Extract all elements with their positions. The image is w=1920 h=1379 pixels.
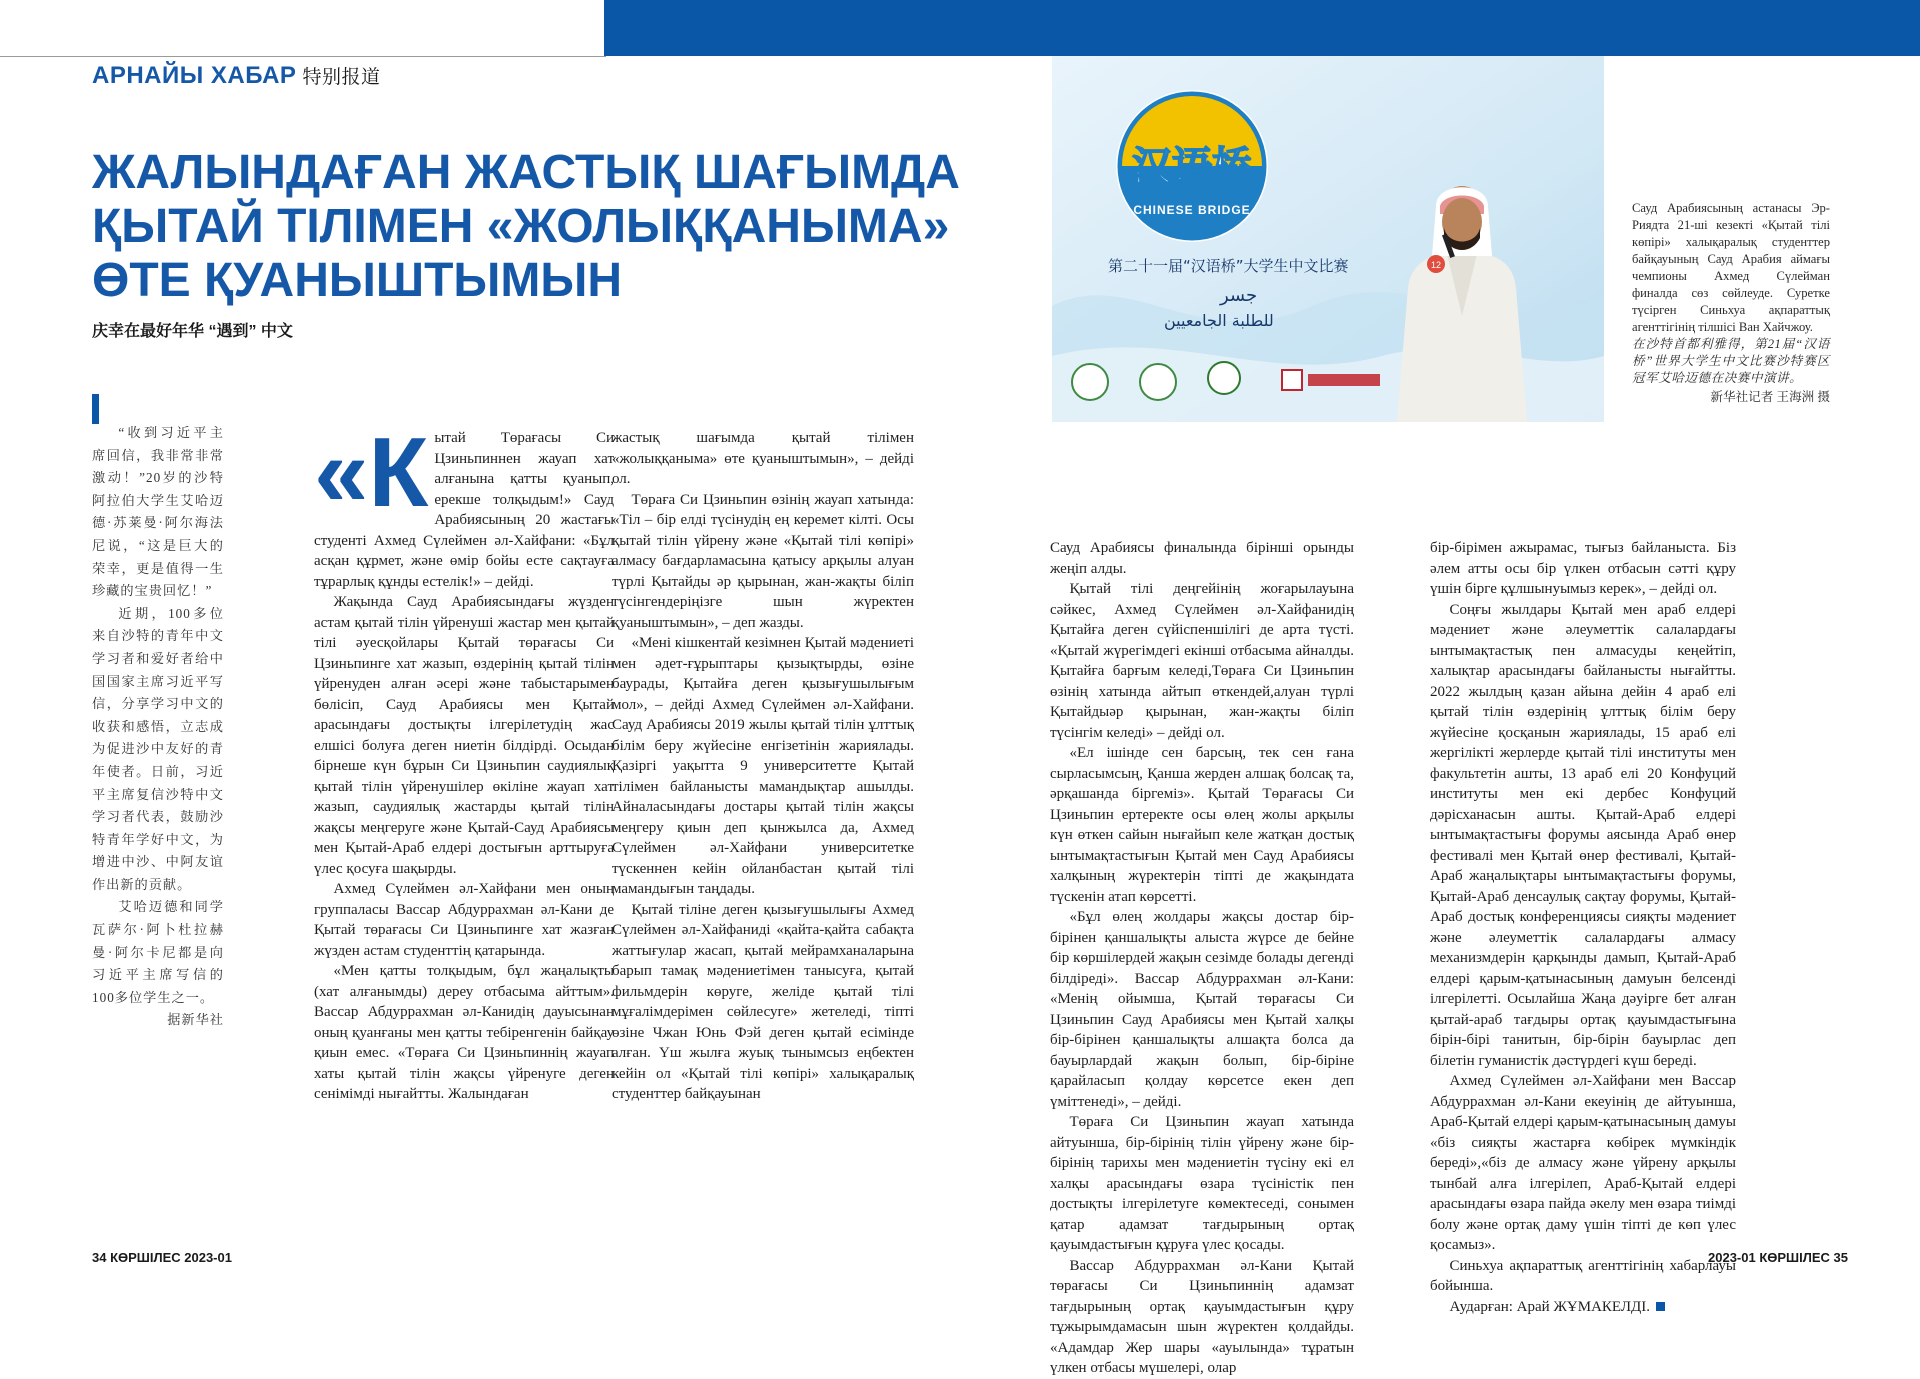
body-paragraph: жастық шағымда қытай тілімен «жолыққаныма» өте қуаныштымын», – дейді ол. (612, 430, 914, 487)
body-paragraph: Қытай тіліне деген қызығушылығы Ахмед Сүлеймен әл-Хайфаниді «қайта-қайта сабақта жаттығулар жасап, қытай мейрамханаларына барып тамақ мәдениетімен танысуға, қытай фильмдерін көруге, желіде қытай тілі мұғалімдерімен сөйлесуге» жетеледі, тіпті өзіне Чжан Юнь Фэй деген қытай есімінде алған. Үш жылға жуық тынымсыз еңбектен кейін ол «Қытай тілі көпірі» халықаралық студенттер байқауынан (612, 901, 914, 1102)
translator-line (1430, 1297, 1736, 1318)
sidebar-paragraph: “收到习近平主席回信，我非常非常激动！”20岁的沙特阿拉伯大学生艾哈迈德·苏莱曼·阿尔海法尼说，“这是巨大的荣幸，更是值得一生珍藏的宝贵回忆！” (92, 425, 224, 599)
body-paragraph: «Бұл өлең жолдары жақсы достар бір-бірінен қаншалықты алыста жүрсе де бейне бір көршілердей жақын сезімде болады дегенді білдіреді». Вассар Абдуррахман әл-Кани: «Менің ойымша, Қытай төрағасы Си Цзиньпин Сауд Арабиясы мен Қытай халқы бір-бірінен қаншалықты алшақта болса да бауырлардай жақын болып, бір-біріне қарайласып қолдау көрсетсе екен деп үміттенеді», – дейді. (1050, 909, 1354, 1110)
sidebar-credit: 据新华社 (167, 1012, 224, 1028)
page-folio-right: 2023-01 КӨРШІЛЕС 35 (1708, 1250, 1848, 1265)
banner-text-ar-1: جسر (1220, 285, 1258, 306)
body-paragraph: Жақында Сауд Арабиясындағы жүзден астам қытай тілін үйренуші жастар мен қытай тілі әуесқойлары Қытай төрағасы Си Цзиньпинге хат жазып, өздерінің қытай тілін үйренуден алған әсері және табыстарымен бөлісіп, Сауд Арабиясы мен Қытай арасындағы достықты ілгерілетудің жас елшісі болуға деген ниетін білдірді. Осыдан бірнеше күн бұрын Си Цзиньпин саудиялық қытай тілін үйренушілер өкіліне жауап хат жазып, саудиялық жастарды қытай тілін жақсы меңгеруге және Қытай-Сауд Арабиясы мен Қытай-Араб елдері достығын арттыруға үлес қосуға шақырды. (314, 594, 614, 877)
body-column-2 (612, 428, 914, 1105)
logo-text-en: CHINESE BRIDGE (1133, 203, 1251, 217)
body-paragraph (314, 417, 614, 592)
logo-text-zh: 汉语桥 (1132, 144, 1252, 190)
body-paragraph: Қытай тілі деңгейінің жоғарылауына сәйкес, Ахмед Сүлеймен әл-Хайфанидің Қытайға деген сүйіспеншілігі де арта түсті. «Қытай жүрегімдегі екінші отбасыма айналды. Қытайға барғым келеді,Төраға Си Цзиньпин өзінің хатында айтып өткендей,алуан түрлі Қытайдыәр қырынан, жан-жақты біліп түсінгім келеді» – дейді ол. (1050, 581, 1354, 741)
banner-text-zh: 第二十一届“汉语桥”大学生中文比赛 (1108, 257, 1349, 275)
body-paragraph: Вассар Абдуррахман әл-Кани Қытай төрағасы Си Цзиньпиннің адамзат тағдырының ортақ қауымдастығын құру тұжырымдамасын шын жүректен қолдайды. «Адамдар Жер шары «ауылында» тұратын үлкен отбасы мүшелері, олар (1050, 1257, 1354, 1376)
photo-illustration (1052, 56, 1604, 422)
body-paragraph: бір-бірімен ажырамас, тығыз байланыста. Біз әлем атты осы бір үлкен отбасын сәтті құру үшін бірге құлшынуымыз керек», – дейді ол. (1430, 540, 1736, 597)
title-line-1: ЖАЛЫНДАҒАН ЖАСТЫҚ ШАҒЫМДА (92, 146, 960, 199)
body-paragraph: Ахмед Сүлеймен әл-Хайфани мен Вассар Абдуррахман әл-Кани екеуінің де айтуынша, Араб-Қытай елдері қарым-қатынасының дамуы «біз сияқты жастарға көбірек мүмкіндік береді»,«біз де алмасу және үйрену арқылы тынбай алға ілгерілеп, Араб-Қытай елдері арасындағы өзара пайда әкелу мен өзара тиімді болу және ортақ даму үшін тіпті де көп үлес қосамыз». (1430, 1073, 1736, 1253)
body-paragraph: Соңғы жылдары Қытай мен араб елдері мәдениет және әлеуметтік салалардағы ынтымақтастық пен алмасуды кеңейтіп, халықтар арасындағы байланысты нығайтты. 2022 жылдың қазан айына дейін 4 араб елі қытай тілін өздерінің ұлттық білім беру жүйесіне қосқанын жариялады, 15 араб елі жергілікті жерлерде қытай тілі институты мен факультетін ашты, 13 араб елі 20 Конфуций институты мен екі дербес Конфуций дәрісханасын ашты. Қытай-Араб елдері ынтымақтастығы форумы аясында Араб өнер фестивалі мен Қытай өнер фестивалі, Қытай-Араб жаңалықтары ынтымақтастығы форумы, Қытай-Араб денсаулық сақтау форумы, Қытай-Араб достық конференциясы сияқты мәдениет және әлеуметтік салалардағы алмасу механизмдерін қарқынды дамып, Қытай-Араб елдері қарым-қатынасының дамуын белсенді ілгерілетті. Осылайша Жаңа дәуірге бет алған қытай-араб тағдыры ортақ қауымдастығына бірін-бірі танитын, бір-бірін бауырлас деп білетін гуманистік дәстүрдегі күш береді. (1430, 601, 1736, 1069)
section-label (92, 62, 380, 90)
section-label-zh: 特别报道 (302, 67, 381, 88)
chinese-bridge-logo (1116, 90, 1268, 242)
sidebar-paragraph: 近期，100多位来自沙特的青年中文学习者和爱好者给中国国家主席习近平写信，分享学习中文的收获和感悟，立志成为促进沙中友好的青年使者。日前，习近平主席复信沙特中文学习者代表，鼓励沙特青年学好中文，为增进中沙、中阿友谊作出新的贡献。 (92, 605, 224, 892)
caption-zh: 在沙特首都利雅得，第21届“汉语桥”世界大学生中文比赛沙特赛区冠军艾哈迈德在决赛中演讲。 (1632, 337, 1830, 385)
drop-cap: «К (314, 417, 429, 527)
title-line-3: ӨТЕ ҚУАНЫШТЫМЫН (92, 254, 623, 307)
title-line-2: ҚЫТАЙ ТІЛІМЕН «ЖОЛЫҚҚАНЫМА» (92, 200, 950, 253)
contestant-badge-number: 12 (1430, 260, 1442, 270)
body-paragraph: «Ел ішінде сен барсың, тек сен ғана сырласымсың, Қанша жерден алшақ болсақ та, әрқашанда біргеміз». Қытай Төрағасы Си Цзиньпин ертеректе осы өлең жолы арқылы күн өткен сайын нығайып келе жатқан достық ынтымақтастығын Қытай мен Сауд Арабиясы халқының жүректерін тіпті де жақындата түскенін атап көрсетті. (1050, 745, 1354, 905)
body-paragraph: Төраға Си Цзиньпин өзінің жауап хатында: «Тіл – бір елді түсінудің ең керемет кілті. Осы қытай тілін үйрену және «Қытай тілі көпірі» алмасу бағдарламасына қатысу арқылы алуан түрлі Қытайды әр қырынан, жан-жақты біліп түсінгендеріңізге шын жүректен қуаныштымын», – деп жазды. (612, 491, 914, 631)
sidebar-paragraph: 艾哈迈德和同学瓦萨尔·阿卜杜拉赫曼·阿尔卡尼都是向习近平主席写信的100多位学生之一。 (92, 899, 224, 1005)
body-paragraph: «Мені кішкентай кезімнен Қытай мәдениеті мен әдет-ғұрыптары қызықтырды, өзіне баурады, Қытайға деген қызығушылығым мол», – дейді Ахмед Сүлеймен әл-Хайфани. Сауд Арабиясы 2019 жылы қытай тілін ұлттық білім беру жүйесіне енгізетінін жариялады. Қазіргі уақытта 9 университетте Қытай тілімен байланысты мамандықтар ашылды. Айналасындағы достары қытай тілін жақсы меңгеру қиын деп қынжылса да, Ахмед Сүлеймен әл-Хайфани университетке түскеннен кейін ойланбастан қытай тілі мамандығын таңдады. (612, 635, 914, 897)
sidebar-marker (92, 394, 99, 424)
body-paragraph: Төраға Си Цзиньпин жауап хатында айтуынша, бір-бірінің тілін үйрену және бір-бірінің тарихы мен мәдениетін түсіну екі ел халқы арасындағы өзара түсіністік пен достықты ілгерілетуге көмектеседі, сонымен қатар адамзат тағдырының ортақ қауымдастығын құруға үлес қосады. (1050, 1114, 1354, 1253)
body-column-3 (1050, 538, 1354, 1379)
body-paragraph: Синьхуа ақпараттық агенттігінің хабарлауы бойынша. (1430, 1257, 1736, 1294)
body-column-4 (1430, 538, 1736, 1317)
photo-caption (1632, 200, 1830, 406)
body-paragraph: «Мен қатты толқыдым, бұл жаңалықты (хат алғанымды) дереу отбасыма айттым». Вассар Абдуррахман әл-Канидің дауысынан оның қуанғаны мен қатты тебіренгенін байқау қиын емес. «Төраға Си Цзиньпиннің жауап хаты қытай тілін жақсы үйренуге деген сенімімді нығайтты. Жалындаған (314, 963, 614, 1102)
top-color-bar (604, 0, 1920, 56)
end-mark (1656, 1302, 1665, 1311)
article-subtitle-zh: 庆幸在最好年华 “遇到” 中文 (92, 323, 293, 340)
section-label-kz: АРНАЙЫ ХАБАР (92, 62, 297, 89)
caption-kz: Сауд Арабиясының астанасы Эр-Риядта 21-ші кезекті «Қытай тілі көпірі» халықаралық студенттер байқауының Сауд Арабия аймағы чемпионы Ахмед Сүлейман финалда сөз сөйлеуде. Суретке түсірген Синьхуа ақпараттық агенттігінің тілшісі Ван Хайчжоу. (1632, 201, 1830, 334)
chinese-summary-sidebar (92, 422, 224, 1032)
body-column-1 (314, 417, 614, 1105)
page-folio-left: 34 КӨРШІЛЕС 2023-01 (92, 1250, 232, 1265)
body-paragraph: Ахмед Сүлеймен әл-Хайфани мен оның группаласы Вассар Абдуррахман әл-Кани де Қытай төрағасы Си Цзиньпинге хат жазған жүзден астам студенттің қатарында. (314, 881, 614, 959)
article-photo (1052, 56, 1604, 422)
body-paragraph: Сауд Арабиясы финалында бірінші орынды жеңіп алды. (1050, 540, 1354, 577)
top-rule-divider (0, 56, 606, 57)
translator-credit: Аударған: Арай ЖҰМАКЕЛДІ. (1449, 1298, 1651, 1315)
caption-zh-credit: 新华社记者 王海洲 摄 (1710, 390, 1830, 404)
lead-text: ытай Төрағасы Си Цзиньпиннен жауап хат алғанына қатты қуанып, ерекше толқыдым!» Сауд Арабиясының 20 жастағы студенті Ахмед Сүлеймен әл-Хайфани: «Бұл асқан құрмет, және өмір бойы есте сақтауға тұрарлық құнды естелік!» – дейді. (314, 430, 614, 590)
article-title (92, 146, 960, 308)
banner-text-ar-2: للطلبة الجامعيين (1164, 311, 1274, 330)
